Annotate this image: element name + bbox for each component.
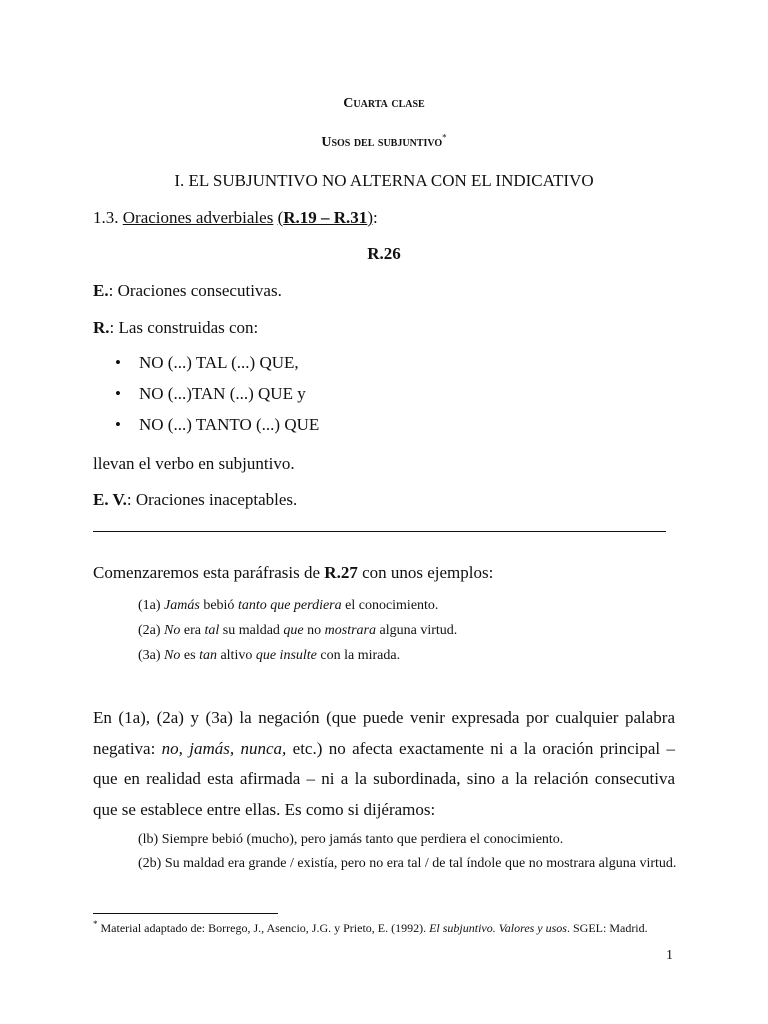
bullet-icon: • <box>115 353 121 372</box>
list-item: • NO (...) TANTO (...) QUE <box>115 415 320 434</box>
intro-line: Comenzaremos esta paráfrasis de R.27 con unos ejemplos: <box>93 563 494 582</box>
bullet-icon: • <box>115 415 121 434</box>
enunciado-line: E.: Oraciones consecutivas. <box>93 281 282 300</box>
example-3a: (3a) No es tan altivo que insulte con la mirada. <box>138 648 401 663</box>
page-title: Cuarta clase <box>343 96 425 111</box>
subsection-heading: 1.3. Oraciones adverbiales (R.19 – R.31): <box>93 208 378 227</box>
footnote-marker[interactable]: * <box>442 132 447 143</box>
example-2a: (2a) No era tal su maldad que no mostrara alguna virtud. <box>138 623 458 638</box>
regla-closing: llevan el verbo en subjuntivo. <box>93 454 295 473</box>
ev-line: E. V.: Oraciones inaceptables. <box>93 490 298 509</box>
example-2b: (2b) Su maldad era grande / existía, pero no era tal / de tal índole que no mostrara alguna virtud. <box>138 856 677 871</box>
section-heading: I. EL SUBJUNTIVO NO ALTERNA CON EL INDICATIVO <box>174 171 594 190</box>
list-item: • NO (...) TAL (...) QUE, <box>115 353 299 372</box>
bullet-icon: • <box>115 384 121 403</box>
explanation-paragraph: En (1a), (2a) y (3a) la negación (que puede venir expresada por cualquier palabra negativa: no, jamás, nunca, etc.) no afecta exactamente ni a la oración principal – que en realidad esta afirmada – ni a la subordinada, sino a la relación consecutiva que se establece entre ellas. Es como si dijéramos: <box>93 708 675 819</box>
footnote-divider <box>93 913 278 914</box>
section-divider <box>93 531 666 532</box>
example-1b: (lb) Siempre bebió (mucho), pero jamás tanto que perdiera el conocimiento. <box>138 832 564 847</box>
page-number: 1 <box>666 948 673 963</box>
construction-list <box>115 352 319 445</box>
page-subtitle: Usos del subjuntivo* <box>321 132 447 150</box>
footnote: * Material adaptado de: Borrego, J., Asencio, J.G. y Prieto, E. (1992). El subjuntivo. Valores y usos. SGEL: Madrid. <box>93 919 648 935</box>
regla-line: R.: Las construidas con: <box>93 318 259 337</box>
list-item: • NO (...)TAN (...) QUE y <box>115 384 306 403</box>
example-1a: (1a) Jamás bebió tanto que perdiera el conocimiento. <box>138 598 439 613</box>
rule-id: R.26 <box>367 244 401 263</box>
